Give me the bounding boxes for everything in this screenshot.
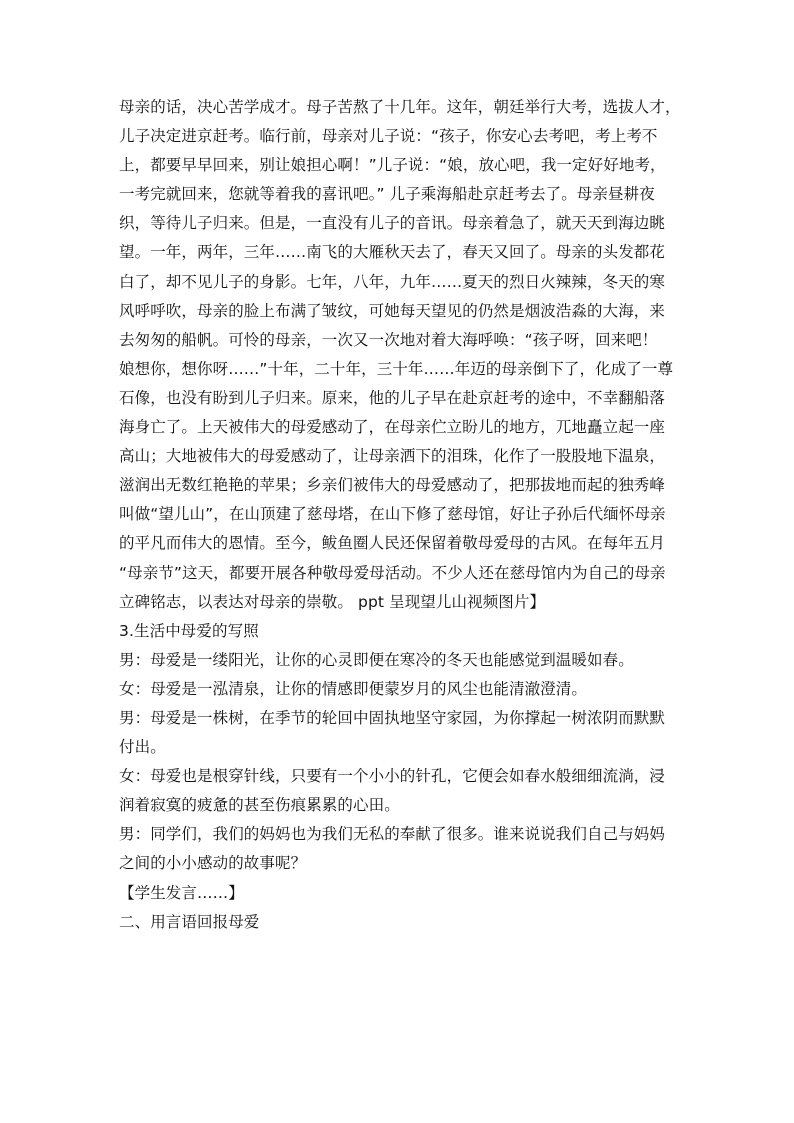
section-3-heading: 3.生活中母爱的写照 xyxy=(119,621,259,640)
text-line: 风呼呼吹，母亲的脸上布满了皱纹，可她每天望见的仍然是烟波浩淼的大海，来 xyxy=(119,301,666,320)
text-line: 上，都要早早回来，别让娘担心啊！”儿子说：“娘，放心吧，我一定好好地考， xyxy=(119,156,666,175)
dialogue-line xyxy=(119,820,679,878)
text-line: 男：同学们，我们的妈妈也为我们无私的奉献了很多。谁来说说我们自己与妈妈 xyxy=(119,825,666,844)
story-paragraph xyxy=(119,93,679,617)
text-line: 儿子决定进京赶考。临行前，母亲对儿子说：“孩子，你安心去考吧，考上考不 xyxy=(119,127,658,146)
text-line: 润着寂寞的疲惫的甚至伤痕累累的心田。 xyxy=(119,796,400,815)
dialogue-line xyxy=(119,704,679,762)
text-line: 白了，却不见儿子的身影。七年，八年，九年……夏天的烈日火辣辣，冬天的寒 xyxy=(119,272,666,291)
text-line: 女：母爱是一泓清泉，让你的情感即便蒙岁月的风尘也能清澈澄清。 xyxy=(119,679,588,698)
text-line: 娘想你，想你呀……”十年，二十年，三十年……年迈的母亲倒下了，化成了一尊 xyxy=(119,359,674,378)
text-line: 石像，也没有盼到儿子归来。原来，他的儿子早在赴京赶考的途中，不幸翻船落 xyxy=(119,388,666,407)
section-two-heading: 二、用言语回报母爱 xyxy=(119,912,260,931)
text-line: 望。一年，两年，三年……南飞的大雁秋天去了，春天又回了。母亲的头发都花 xyxy=(119,243,666,262)
text-line: “母亲节”这天，都要开展各种敬母爱母活动。不少人还在慈母馆内为自己的母亲 xyxy=(119,563,666,582)
text-line: 男：母爱是一缕阳光，让你的心灵即便在寒冷的冬天也能感觉到温暖如春。 xyxy=(119,650,634,669)
document-body xyxy=(119,93,679,937)
dialogue-line xyxy=(119,646,679,675)
text-line: 的平凡而伟大的恩情。至今，鲅鱼圈人民还保留着敬母爱母的古风。在每年五月 xyxy=(119,534,666,553)
text-line: 织，等待儿子归来。但是，一直没有儿子的音讯。母亲着急了，就天天到海边眺 xyxy=(119,214,666,233)
text-line: 海身亡了。上天被伟大的母爱感动了，在母亲伫立盼儿的地方，兀地矗立起一座 xyxy=(119,418,666,437)
section-heading xyxy=(119,617,679,646)
text-line: 去匆匆的船帆。可怜的母亲，一次又一次地对着大海呼唤：“孩子呀，回来吧！ xyxy=(119,330,658,349)
student-note xyxy=(119,879,679,908)
text-line: 一考完就回来，您就等着我的喜讯吧。” 儿子乘海船赴京赶考去了。母亲昼耕夜 xyxy=(119,185,655,204)
dialogue-line xyxy=(119,675,679,704)
text-line: 滋润出无数红艳艳的苹果；乡亲们被伟大的母爱感动了，把那拔地而起的独秀峰 xyxy=(119,476,666,495)
section-heading xyxy=(119,908,679,937)
text-line: 付出。 xyxy=(119,738,166,757)
text-line: 叫做“望儿山”，在山顶建了慈母塔，在山下修了慈母馆，好让子孙后代缅怀母亲 xyxy=(119,505,666,524)
text-line: 男：母爱是一株树，在季节的轮回中固执地坚守家园，为你撑起一树浓阴而默默 xyxy=(119,708,666,727)
text-line: 女：母爱也是根穿针线，只要有一个小小的针孔，它便会如春水般细细流淌，浸 xyxy=(119,767,666,786)
text-line: 之间的小小感动的故事呢？ xyxy=(119,854,307,873)
dialogue-line xyxy=(119,762,679,820)
text-line: 立碑铭志，以表达对母亲的崇敬。 ppt 呈现望儿山视频图片】 xyxy=(119,592,546,611)
text-line: 高山；大地被伟大的母爱感动了，让母亲洒下的泪珠，化作了一股股地下温泉， xyxy=(119,447,666,466)
student-note-text: 【学生发言……】 xyxy=(119,883,244,902)
text-line: 母亲的话，决心苦学成才。母子苦熬了十几年。这年，朝廷举行大考，选拔人才， xyxy=(119,98,681,116)
